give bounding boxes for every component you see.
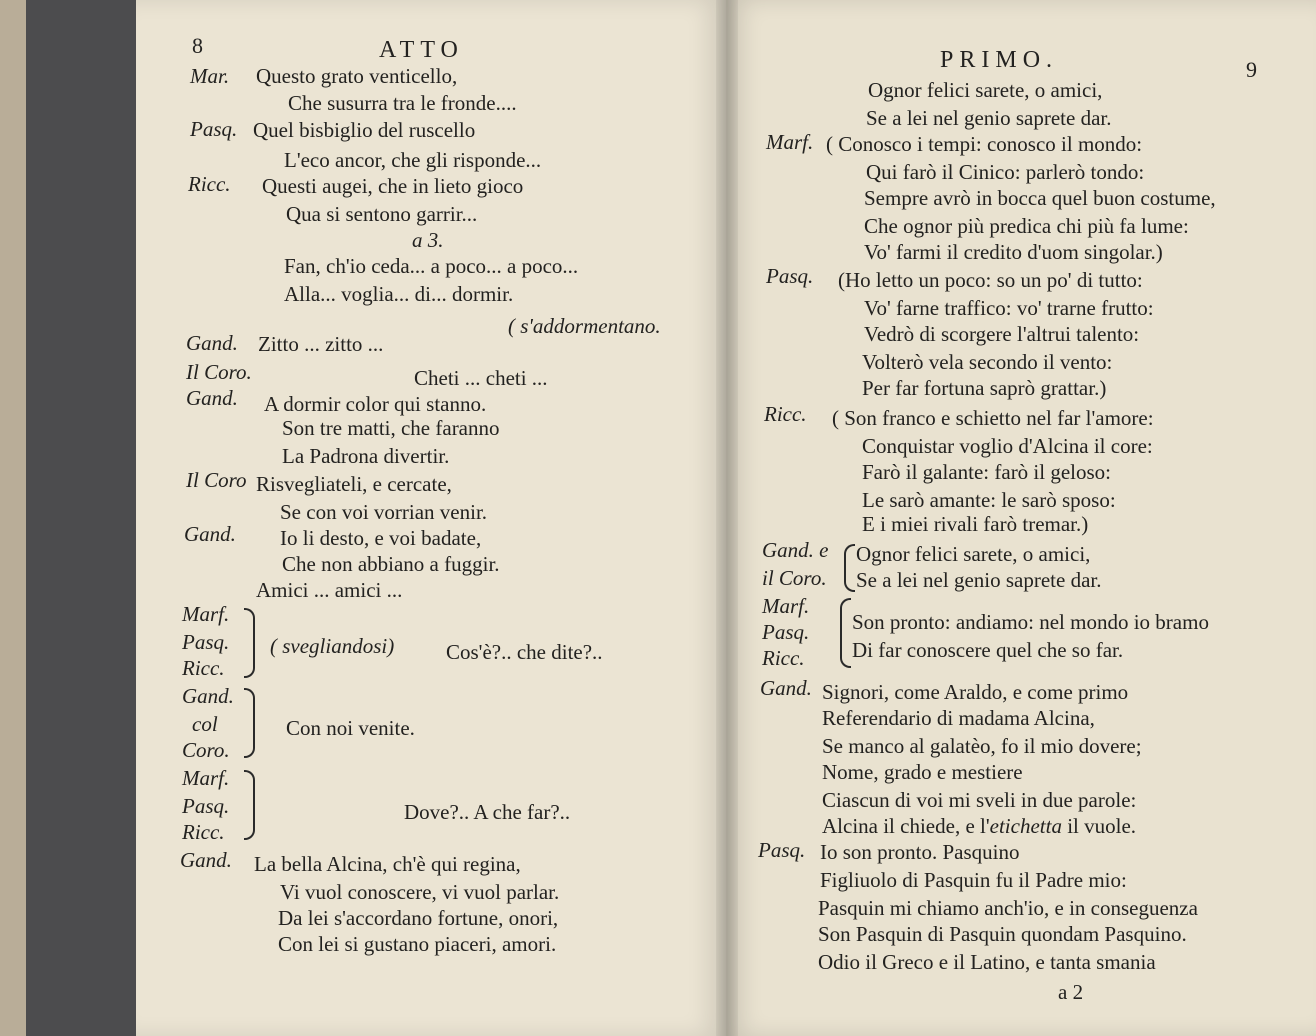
verse-line: Le sarò amante: le sarò sposo: bbox=[862, 488, 1116, 512]
verse-line: Io son pronto. Pasquino bbox=[820, 840, 1020, 864]
verse-line: Qui farò il Cinico: parlerò tondo: bbox=[866, 160, 1145, 184]
left-page bbox=[136, 0, 726, 1036]
verse-line: La bella Alcina, ch'è qui regina, bbox=[254, 852, 521, 876]
verse-line: Pasquin mi chiamo anch'io, e in conseguenza bbox=[818, 896, 1198, 920]
running-header: ATTO bbox=[379, 37, 464, 63]
running-header: PRIMO. bbox=[940, 47, 1059, 73]
speaker-brace bbox=[244, 608, 255, 678]
book-cover-spine bbox=[26, 0, 136, 1036]
verse-line: Che ognor più predica chi più fa lume: bbox=[864, 214, 1189, 238]
verse-line: La Padrona divertir. bbox=[282, 444, 450, 468]
verse-line: Se manco al galatèo, fo il mio dovere; bbox=[822, 734, 1142, 758]
verse-line: Con noi venite. bbox=[286, 716, 415, 740]
verse-line: Se a lei nel genio saprete dar. bbox=[866, 106, 1112, 130]
verse-line: Che susurra tra le fronde.... bbox=[288, 91, 517, 115]
verse-text: il vuole. bbox=[1061, 814, 1137, 838]
speaker-label: Marf. bbox=[766, 130, 814, 154]
verse-line bbox=[822, 814, 1136, 838]
speaker-label: col bbox=[192, 712, 218, 736]
speaker-label: Marf. bbox=[762, 594, 810, 618]
verse-line: Odio il Greco e il Latino, e tanta smania bbox=[818, 950, 1156, 974]
speaker-label: Gand. e bbox=[762, 538, 829, 562]
verse-line: Se a lei nel genio saprete dar. bbox=[856, 568, 1102, 592]
speaker-label: Il Coro. bbox=[186, 360, 252, 384]
speaker-label: Mar. bbox=[190, 64, 230, 88]
speaker-label: Pasq. bbox=[758, 838, 806, 862]
verse-italic-word: etichetta bbox=[989, 814, 1062, 838]
speaker-label: Pasq. bbox=[182, 630, 230, 654]
verse-line: Questo grato venticello, bbox=[256, 64, 458, 88]
verse-line: Figliuolo di Pasquin fu il Padre mio: bbox=[820, 868, 1127, 892]
speaker-label: Ricc. bbox=[762, 646, 805, 670]
speaker-label: Coro. bbox=[182, 738, 230, 762]
verse-line: Son tre matti, che faranno bbox=[282, 416, 500, 440]
speaker-label: Gand. bbox=[180, 848, 232, 872]
speaker-label: il Coro. bbox=[762, 566, 827, 590]
speaker-label: Il Coro bbox=[186, 468, 247, 492]
speaker-label: Pasq. bbox=[766, 264, 814, 288]
verse-line: Di far conoscere quel che so far. bbox=[852, 638, 1124, 662]
speaker-label: Ricc. bbox=[188, 172, 231, 196]
verse-line: Da lei s'accordano fortune, onori, bbox=[278, 906, 559, 930]
verse-line: E i miei rivali farò tremar.) bbox=[862, 512, 1089, 536]
verse-line: Conquistar voglio d'Alcina il core: bbox=[862, 434, 1153, 458]
verse-line: Qua si sentono garrir... bbox=[286, 202, 478, 226]
stage-direction: ( s'addormentano. bbox=[508, 314, 661, 338]
verse-line: Alla... voglia... di... dormir. bbox=[284, 282, 514, 306]
speaker-label: Ricc. bbox=[182, 656, 225, 680]
right-page bbox=[726, 0, 1316, 1036]
verse-line: A dormir color qui stanno. bbox=[264, 392, 487, 416]
verse-line: Fan, ch'io ceda... a poco... a poco... bbox=[284, 254, 579, 278]
verse-line: Io li desto, e voi badate, bbox=[280, 526, 482, 550]
verse-line: Questi augei, che in lieto gioco bbox=[262, 174, 524, 198]
verse-line: Quel bisbiglio del ruscello bbox=[253, 118, 476, 142]
verse-line: Con lei si gustano piaceri, amori. bbox=[278, 932, 557, 956]
speaker-label: Gand. bbox=[186, 386, 238, 410]
verse-line: Nome, grado e mestiere bbox=[822, 760, 1023, 784]
speaker-label: Gand. bbox=[186, 331, 238, 355]
speaker-brace bbox=[844, 544, 855, 592]
verse-line: L'eco ancor, che gli risponde... bbox=[284, 148, 542, 172]
verse-text: Alcina il chiede, e l' bbox=[822, 814, 990, 838]
verse-line: Risvegliateli, e cercate, bbox=[256, 472, 452, 496]
verse-line: Zitto ... zitto ... bbox=[258, 332, 384, 356]
verse-line: Farò il galante: farò il geloso: bbox=[862, 460, 1112, 484]
page-number: 9 bbox=[1246, 57, 1257, 82]
verse-line: Vedrò di scorgere l'altrui talento: bbox=[864, 322, 1140, 346]
speaker-label: Marf. bbox=[182, 602, 230, 626]
speaker-label: Ricc. bbox=[182, 820, 225, 844]
speaker-label: Pasq. bbox=[190, 117, 238, 141]
verse-line: Cos'è?.. che dite?.. bbox=[446, 640, 603, 664]
speaker-brace bbox=[244, 770, 255, 840]
verse-line: Amici ... amici ... bbox=[256, 578, 403, 602]
verse-line: Son pronto: andiamo: nel mondo io bramo bbox=[852, 610, 1209, 634]
verse-line: Che non abbiano a fuggir. bbox=[282, 552, 500, 576]
speaker-label: Gand. bbox=[760, 676, 812, 700]
verse-line: ( Conosco i tempi: conosco il mondo: bbox=[826, 132, 1143, 156]
verse-line: Signori, come Araldo, e come primo bbox=[822, 680, 1129, 704]
verse-line: Per far fortuna saprò grattar.) bbox=[862, 376, 1107, 400]
verse-line: Referendario di madama Alcina, bbox=[822, 706, 1095, 730]
ensemble-marker: a 3. bbox=[412, 228, 444, 252]
verse-line: Ognor felici sarete, o amici, bbox=[856, 542, 1091, 566]
speaker-brace bbox=[244, 688, 255, 758]
speaker-label: Pasq. bbox=[182, 794, 230, 818]
verse-line: Ognor felici sarete, o amici, bbox=[868, 78, 1103, 102]
speaker-label: Marf. bbox=[182, 766, 230, 790]
verse-line: Vo' farne traffico: vo' trarne frutto: bbox=[864, 296, 1154, 320]
speaker-label: Ricc. bbox=[764, 402, 807, 426]
verse-line: Volterò vela secondo il vento: bbox=[862, 350, 1113, 374]
verse-line: Vo' farmi il credito d'uom singolar.) bbox=[864, 240, 1163, 264]
verse-line: Sempre avrò in bocca quel buon costume, bbox=[864, 186, 1216, 210]
verse-line: Cheti ... cheti ... bbox=[414, 366, 548, 390]
speaker-label: Gand. bbox=[182, 684, 234, 708]
verse-line: Vi vuol conoscere, vi vuol parlar. bbox=[280, 880, 560, 904]
verse-line: Se con voi vorrian venir. bbox=[280, 500, 488, 524]
verse-line: (Ho letto un poco: so un po' di tutto: bbox=[838, 268, 1143, 292]
stage-direction: ( svegliandosi) bbox=[270, 634, 395, 658]
verse-line: Dove?.. A che far?.. bbox=[404, 800, 571, 824]
signature-mark: a 2 bbox=[1058, 980, 1084, 1004]
speaker-label: Gand. bbox=[184, 522, 236, 546]
speaker-brace bbox=[840, 598, 851, 668]
verse-line: Son Pasquin di Pasquin quondam Pasquino. bbox=[818, 922, 1187, 946]
verse-line: Ciascun di voi mi sveli in due parole: bbox=[822, 788, 1137, 812]
page-number: 8 bbox=[192, 33, 203, 58]
speaker-label: Pasq. bbox=[762, 620, 810, 644]
book-gutter bbox=[716, 0, 738, 1036]
verse-line: ( Son franco e schietto nel far l'amore: bbox=[832, 406, 1154, 430]
